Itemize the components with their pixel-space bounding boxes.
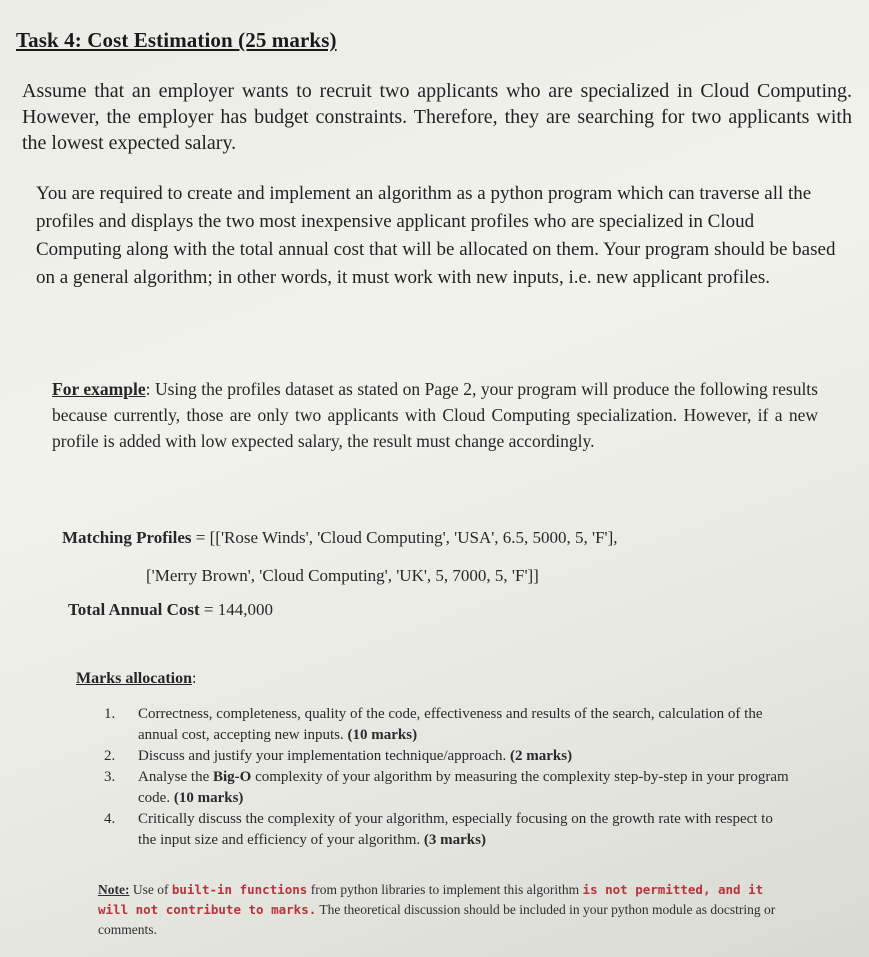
matching-profiles-line-2: ['Merry Brown', 'Cloud Computing', 'UK', 5, 7000, 5, 'F']] xyxy=(146,566,539,585)
list-item-number: 3. xyxy=(104,769,116,785)
marks-allocation-heading xyxy=(76,670,196,688)
task-title: Task 4: Cost Estimation (25 marks) xyxy=(16,28,337,52)
example-paragraph xyxy=(52,376,818,454)
marks-list xyxy=(104,704,794,851)
list-item xyxy=(104,809,794,851)
list-item xyxy=(104,746,794,767)
note-text-1: Use of xyxy=(129,882,172,897)
list-item-marks: (3 marks) xyxy=(423,832,486,848)
note-text-3: The theoretical discussion should be included in your python module as docstring or comments. xyxy=(98,902,776,937)
note-label: Note: xyxy=(98,882,130,897)
list-item xyxy=(104,767,794,809)
big-o-term: Big-O xyxy=(212,769,252,785)
marks-allocation-title: Marks allocation xyxy=(76,670,192,687)
list-item-text: complexity of your algorithm by measuring the complexity step-by-step in your program code. xyxy=(138,769,789,806)
matching-profiles-label: Matching Profiles xyxy=(62,528,192,547)
note-paragraph xyxy=(98,880,778,940)
note-text-2: from python libraries to implement this algorithm xyxy=(307,882,583,897)
note-not-permitted: is not permitted, and it will not contribute to marks. xyxy=(98,882,764,917)
marks-title-suffix: : xyxy=(192,670,197,687)
list-item-text: Discuss and justify your implementation technique/approach. xyxy=(138,748,510,764)
example-text: : Using the profiles dataset as stated on Page 2, your program will produce the following results because currently, those are only two applicants with Cloud Computing specialization. However, if a new profile is added with low expected salary, the result must change accordingly. xyxy=(52,379,818,451)
list-item-number: 1. xyxy=(104,706,116,722)
list-item xyxy=(104,704,794,746)
total-cost-value: = 144,000 xyxy=(199,600,273,619)
list-item-text: Critically discuss the complexity of your algorithm, especially focusing on the growth rate with respect to the input size and efficiency of your algorithm. xyxy=(138,811,773,848)
list-item-marks: (10 marks) xyxy=(347,727,418,743)
list-item-text-before: Analyse the xyxy=(138,769,213,785)
list-item-number: 4. xyxy=(104,811,116,827)
matching-profiles-line-1 xyxy=(62,528,618,548)
list-item-marks: (2 marks) xyxy=(510,748,573,764)
total-annual-cost xyxy=(68,600,273,620)
matching-profiles-value-1: = [['Rose Winds', 'Cloud Computing', 'USA', 6.5, 5000, 5, 'F'], xyxy=(191,528,618,547)
note-built-in-functions: built-in functions xyxy=(171,882,308,897)
requirement-paragraph: You are required to create and implement an algorithm as a python program which can traverse all the profiles and displays the two most inexpensive applicant profiles who are specialized in Cloud Computing along with the total annual cost that will be allocated on them. Your program should be based on a general algorithm; in other words, it must work with new inputs, i.e. new applicant profiles. xyxy=(36,183,836,288)
total-cost-label: Total Annual Cost xyxy=(68,600,200,619)
example-label: For example xyxy=(52,379,146,399)
list-item-text: Correctness, completeness, quality of the code, effectiveness and results of the search, calculation of the annual cost, accepting new inputs. xyxy=(138,706,763,743)
intro-paragraph: Assume that an employer wants to recruit two applicants who are specialized in Cloud Computing. However, the employer has budget constraints. Therefore, they are searching for two applicants with the lowest expected salary. xyxy=(22,80,852,154)
list-item-marks: (10 marks) xyxy=(173,790,244,806)
list-item-number: 2. xyxy=(104,748,116,764)
